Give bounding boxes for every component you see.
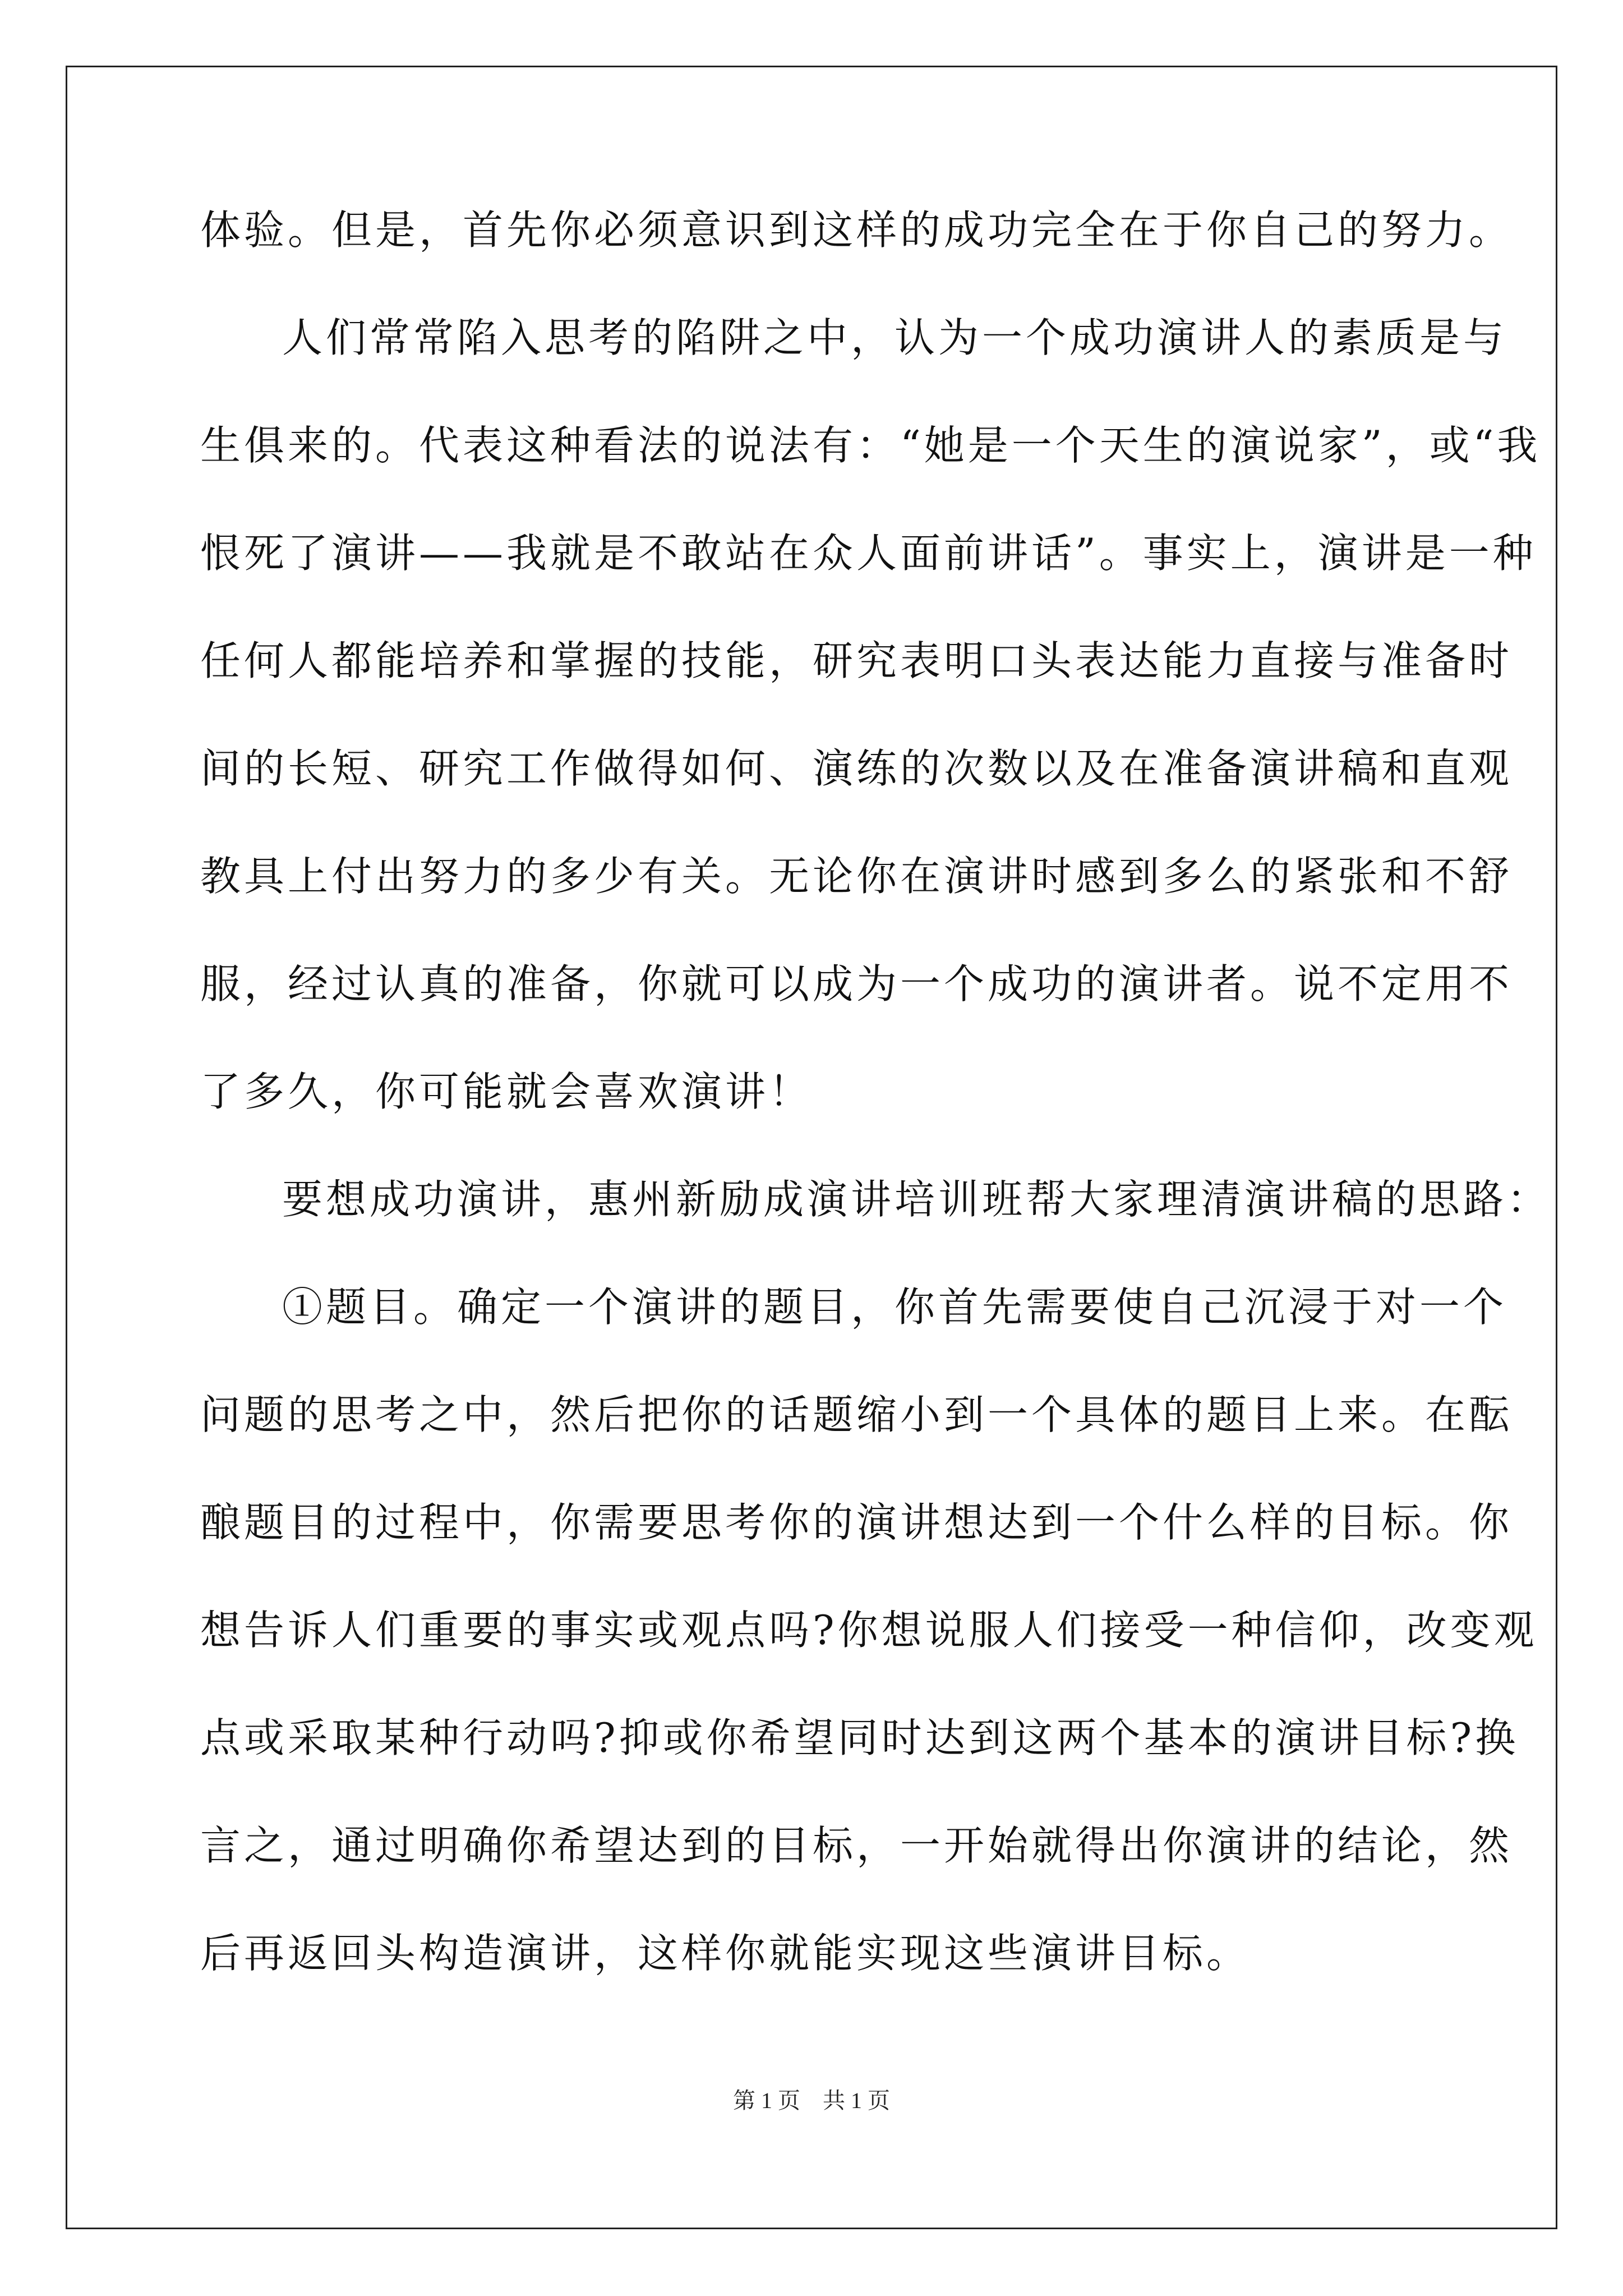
text-line: 言之，通过明确你希望达到的目标，一开始就得出你演讲的结论，然 [200,1822,1513,1869]
text-line: 教具上付出努力的多少有关。无论你在演讲时感到多么的紧张和不舒 [200,853,1513,900]
page-number-footer: 第 1 页 共 1 页 [733,2088,890,2113]
paragraph-first-line: ①题目。确定一个演讲的题目，你首先需要使自己沉浸于对一个 [282,1283,1507,1331]
text-line: 点或采取某种行动吗?抑或你希望同时达到这两个基本的演讲目标?换 [200,1714,1519,1761]
text-line: 后再返回头构造演讲，这样你就能实现这些演讲目标。 [200,1930,1251,1977]
text-line: 酿题目的过程中，你需要思考你的演讲想达到一个什么样的目标。你 [200,1499,1513,1546]
paragraph-first-line: 人们常常陷入思考的陷阱之中，认为一个成功演讲人的素质是与 [282,314,1507,361]
text-line: 了多久，你可能就会喜欢演讲！ [200,1068,813,1115]
paragraph-first-line: 要想成功演讲，惠州新励成演讲培训班帮大家理清演讲稿的思路： [282,1176,1551,1223]
text-line: 恨死了演讲——我就是不敢站在众人面前讲话”。事实上，演讲是一种 [200,530,1537,577]
text-line: 间的长短、研究工作做得如何、演练的次数以及在准备演讲稿和直观 [200,745,1513,792]
text-line: 任何人都能培养和掌握的技能，研究表明口头表达能力直接与准备时 [200,637,1513,684]
text-line: 想告诉人们重要的事实或观点吗?你想说服人们接受一种信仰，改变观 [200,1607,1538,1654]
text-line: 生俱来的。代表这种看法的说法有：“她是一个天生的演说家”，或“我 [200,422,1541,469]
text-line: 体验。但是，首先你必须意识到这样的成功完全在于你自己的努力。 [200,206,1513,254]
text-line: 问题的思考之中，然后把你的话题缩小到一个具体的题目上来。在酝 [200,1391,1513,1438]
text-line: 服，经过认真的准备，你就可以成为一个成功的演讲者。说不定用不 [200,960,1513,1007]
page-border [66,66,1557,2229]
